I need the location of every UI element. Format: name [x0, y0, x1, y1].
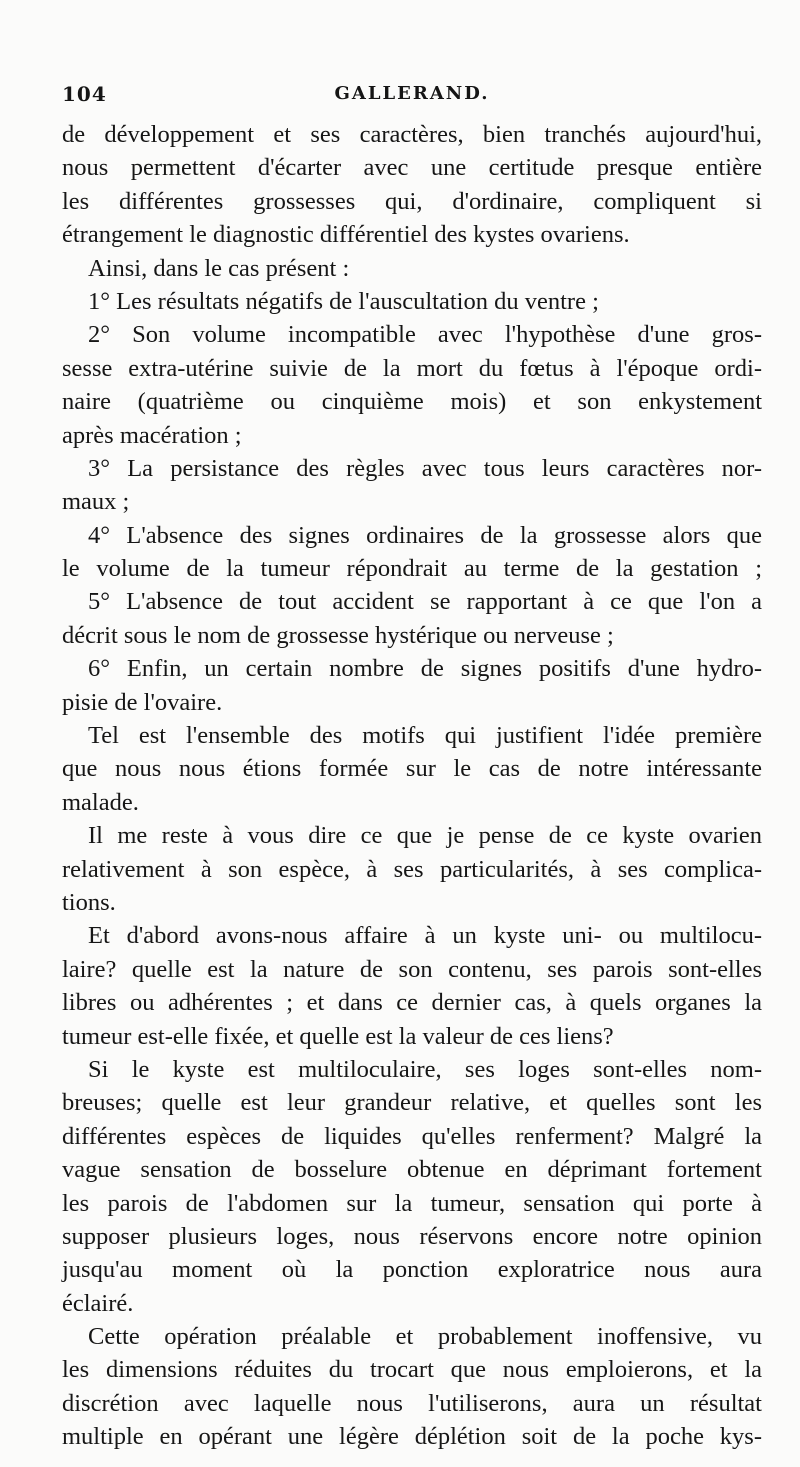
- text-line: 1° Les résultats négatifs de l'auscultation du ventre ;: [88, 287, 599, 315]
- text-line: 4° L'absence des signes ordinaires de la grossesse alors que: [88, 521, 762, 549]
- text-line: après macération ;: [62, 421, 242, 449]
- text-line: relativement à son espèce, à ses particularités, à ses complica-: [62, 855, 762, 883]
- text-line: que nous nous étions formée sur le cas de notre intéressante: [62, 755, 762, 783]
- text-line: de développement et ses caractères, bien tranchés aujourd'hui,: [62, 121, 762, 148]
- text-line: multiple en opérant une légère déplétion soit de la poche kys-: [62, 1423, 762, 1451]
- running-head: GALLERAND.: [334, 83, 490, 104]
- text-line: étrangement le diagnostic différentiel des kystes ovariens.: [62, 221, 630, 249]
- text-line: Il me reste à vous dire ce que je pense de ce kyste ovarien: [88, 822, 762, 850]
- text-line: tions.: [62, 888, 116, 916]
- text-line: maux ;: [62, 488, 130, 516]
- text-line: 6° Enfin, un certain nombre de signes positifs d'une hydro-: [88, 655, 762, 683]
- text-line: breuses; quelle est leur grandeur relative, et quelles sont les: [62, 1089, 762, 1117]
- text-line: pisie de l'ovaire.: [62, 688, 223, 716]
- text-line: les dimensions réduites du trocart que nous emploierons, et la: [62, 1356, 762, 1384]
- text-line: naire (quatrième ou cinquième mois) et son enkystement: [62, 388, 762, 416]
- text-line: sesse extra-utérine suivie de la mort du fœtus à l'époque ordi-: [62, 354, 762, 382]
- body-text: [62, 118, 762, 1454]
- text-line: malade.: [62, 788, 139, 816]
- text-line: décrit sous le nom de grossesse hystérique ou nerveuse ;: [62, 621, 614, 649]
- text-line: vague sensation de bosselure obtenue en déprimant fortement: [62, 1156, 762, 1184]
- page-header: [62, 82, 762, 110]
- text-line: discrétion avec laquelle nous l'utiliserons, aura un résultat: [62, 1389, 762, 1417]
- text-line: éclairé.: [62, 1289, 134, 1317]
- text-line: supposer plusieurs loges, nous réservons encore notre opinion: [62, 1222, 762, 1250]
- text-line: Et d'abord avons-nous affaire à un kyste uni- ou multilocu-: [88, 922, 762, 950]
- text-line: laire? quelle est la nature de son contenu, ses parois sont-elles: [62, 955, 762, 983]
- page-number: 104: [62, 82, 107, 106]
- text-line: 2° Son volume incompatible avec l'hypothèse d'une gros-: [88, 321, 762, 349]
- text-line: Si le kyste est multiloculaire, ses loges sont-elles nom-: [88, 1055, 762, 1083]
- text-line: jusqu'au moment où la ponction exploratrice nous aura: [62, 1256, 762, 1284]
- text-line: Cette opération préalable et probablement inoffensive, vu: [88, 1323, 762, 1351]
- text-line: différentes espèces de liquides qu'elles renferment? Malgré la: [62, 1122, 762, 1150]
- text-line: Tel est l'ensemble des motifs qui justifient l'idée première: [88, 722, 762, 750]
- text-line: nous permettent d'écarter avec une certitude presque entière: [62, 154, 762, 182]
- text-line: le volume de la tumeur répondrait au terme de la gestation ;: [62, 555, 762, 583]
- text-line: tumeur est-elle fixée, et quelle est la valeur de ces liens?: [62, 1022, 614, 1050]
- text-line: 3° La persistance des règles avec tous leurs caractères nor-: [88, 454, 762, 482]
- text-line: libres ou adhérentes ; et dans ce dernier cas, à quels organes la: [62, 989, 762, 1017]
- text-line: 5° L'absence de tout accident se rapportant à ce que l'on a: [88, 588, 762, 616]
- text-line: Ainsi, dans le cas présent :: [88, 254, 350, 282]
- text-line: les différentes grossesses qui, d'ordinaire, compliquent si: [62, 187, 762, 215]
- text-line: les parois de l'abdomen sur la tumeur, sensation qui porte à: [62, 1189, 762, 1217]
